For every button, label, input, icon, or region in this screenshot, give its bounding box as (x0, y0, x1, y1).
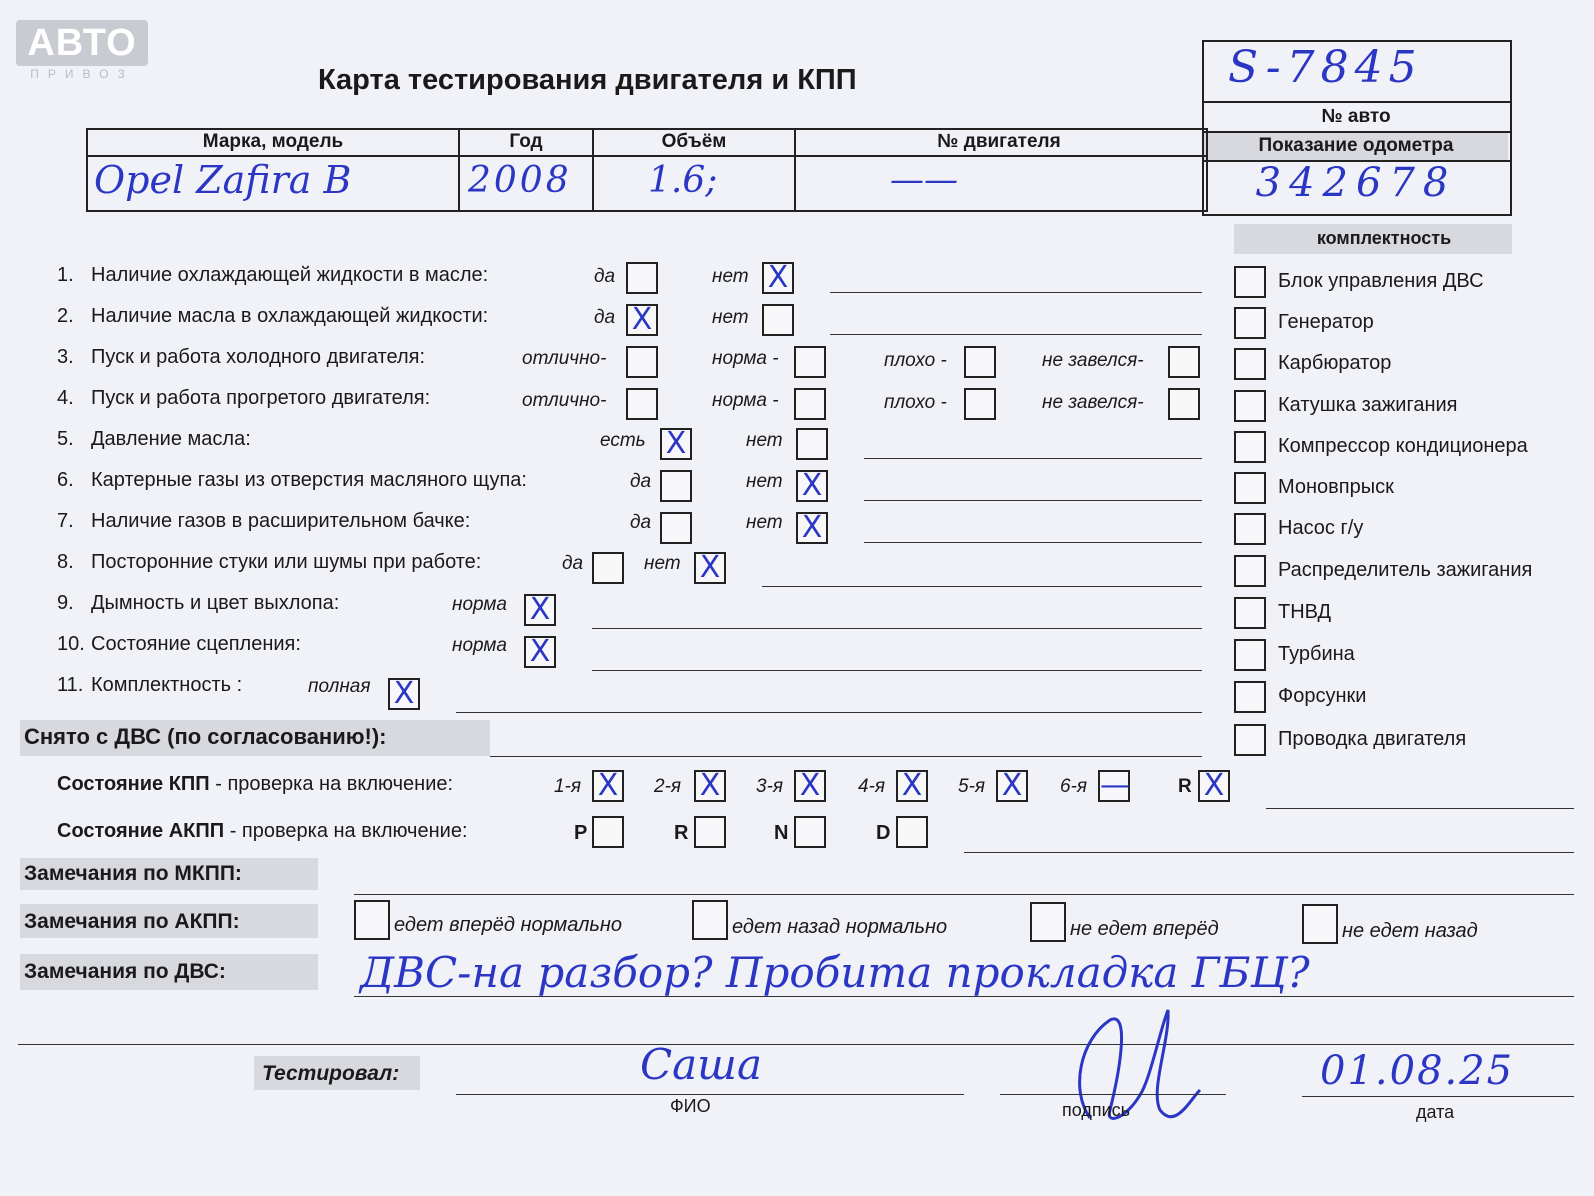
note-line (864, 458, 1202, 459)
completeness-item: Проводка двигателя (1278, 728, 1467, 750)
gear-checkbox[interactable] (996, 770, 1028, 802)
check-mark: X (597, 768, 619, 803)
checkbox-yes[interactable] (626, 262, 658, 294)
value-engine: —— (890, 160, 958, 200)
question-number: 2. (57, 305, 74, 327)
completeness-checkbox[interactable] (1234, 348, 1266, 380)
gear-label: 1-я (554, 776, 582, 797)
remarks-dvs-line (354, 996, 1574, 997)
option-label: плохо - (884, 350, 947, 371)
completeness-item: Генератор (1278, 311, 1374, 333)
gear-label: 5-я (958, 776, 986, 797)
removed-line (490, 756, 1202, 757)
note-line (864, 542, 1202, 543)
question-number: 4. (57, 387, 74, 409)
akpp-label (57, 820, 468, 843)
question-text: Наличие масла в охлаждающей жидкости: (91, 305, 489, 327)
option-label: норма - (712, 348, 779, 369)
remarks-mkpp-label: Замечания по МКПП: (24, 862, 242, 885)
option-label: да (594, 307, 616, 328)
gear-label: R (1178, 776, 1192, 797)
mode-label: D (876, 822, 891, 844)
completeness-checkbox[interactable] (1234, 472, 1266, 504)
auto-number-value: S-7845 (1228, 42, 1423, 93)
gear-checkbox[interactable] (1198, 770, 1230, 802)
header-model: Марка, модель (202, 131, 344, 152)
odometer-divider (1202, 131, 1510, 133)
kpp-label-bold: Состояние КПП (57, 773, 210, 795)
header-engine: № двигателя (937, 131, 1061, 152)
gear-checkbox[interactable] (694, 770, 726, 802)
checkbox-bad[interactable] (964, 388, 996, 420)
option-label: отлично- (522, 348, 607, 369)
check-mark: X (631, 302, 653, 337)
checkbox-yes[interactable] (660, 512, 692, 544)
completeness-item: Распределитель зажигания (1278, 559, 1533, 581)
question-number: 7. (57, 510, 74, 532)
completeness-checkbox[interactable] (1234, 639, 1266, 671)
check-mark: X (767, 260, 789, 295)
completeness-item: Карбюратор (1278, 352, 1392, 374)
option-label: да (630, 512, 652, 533)
remarks-dvs-text: ДВС-на разбор? Пробита прокладка ГБЦ? (360, 948, 1310, 997)
auto-number-divider (1202, 101, 1510, 103)
checkbox-normal[interactable] (794, 388, 826, 420)
note-line (830, 292, 1202, 293)
mode-checkbox[interactable] (896, 816, 928, 848)
tested-label: Тестировал: (262, 1062, 400, 1085)
checkbox-excellent[interactable] (626, 346, 658, 378)
checkbox-excellent[interactable] (626, 388, 658, 420)
akpp-option-label: не едет вперёд (1070, 918, 1219, 940)
completeness-checkbox[interactable] (1234, 681, 1266, 713)
option-label: да (562, 553, 584, 574)
check-mark: X (799, 768, 821, 803)
question-text: Наличие охлаждающей жидкости в масле: (91, 264, 489, 286)
question-text: Состояние сцепления: (91, 633, 301, 655)
checkbox-yes[interactable] (626, 304, 658, 336)
question-number: 3. (57, 346, 74, 368)
question-text: Комплектность : (91, 674, 243, 696)
check-mark: X (699, 550, 721, 585)
option-label: нет (746, 430, 783, 451)
completeness-item: Моновпрыск (1278, 476, 1394, 498)
option-label: нет (712, 266, 749, 287)
completeness-checkbox[interactable] (1234, 266, 1266, 298)
fio-label: ФИО (670, 1096, 711, 1116)
option-label: нет (644, 553, 681, 574)
completeness-title: комплектность (1316, 228, 1452, 248)
remarks-line-extra (18, 1044, 1574, 1045)
option-label: да (630, 471, 652, 492)
tester-name: Саша (640, 1040, 763, 1089)
checkbox-yes[interactable] (660, 470, 692, 502)
checkbox-yes[interactable] (592, 552, 624, 584)
vehicle-table-row-divider (86, 155, 1206, 157)
checkbox-no-start[interactable] (1168, 388, 1200, 420)
akpp-option-checkbox[interactable] (1302, 904, 1338, 944)
akpp-label-rest: - проверка на включение: (224, 820, 468, 842)
fio-line (456, 1094, 964, 1095)
option-label: норма - (712, 390, 779, 411)
check-mark: X (529, 634, 551, 669)
check-mark: X (801, 510, 823, 545)
mode-checkbox[interactable] (694, 816, 726, 848)
akpp-option-label: едет вперёд нормально (394, 914, 623, 936)
checkbox-absent[interactable] (796, 428, 828, 460)
question-number: 6. (57, 469, 74, 491)
completeness-checkbox[interactable] (1234, 724, 1266, 756)
question-text: Дымность и цвет выхлопа: (91, 592, 340, 614)
question-number: 10. (57, 633, 85, 655)
mode-checkbox[interactable] (592, 816, 624, 848)
mode-checkbox[interactable] (794, 816, 826, 848)
completeness-checkbox[interactable] (1234, 513, 1266, 545)
gear-checkbox[interactable] (794, 770, 826, 802)
value-year: 2008 (468, 160, 572, 201)
option-label: полная (308, 676, 371, 697)
checkbox-bad[interactable] (964, 346, 996, 378)
checkbox-no[interactable] (694, 552, 726, 584)
completeness-checkbox[interactable] (1234, 390, 1266, 422)
odometer-value: 342678 (1255, 160, 1457, 206)
question-text: Пуск и работа прогретого двигателя: (91, 387, 431, 409)
checkbox-present[interactable] (660, 428, 692, 460)
option-label: отлично- (522, 390, 607, 411)
kpp-label (57, 773, 453, 796)
note-line (830, 334, 1202, 335)
checkbox-no[interactable] (796, 470, 828, 502)
check-mark: X (393, 676, 415, 711)
check-mark: X (1001, 768, 1023, 803)
checkbox-full[interactable] (388, 678, 420, 710)
option-label: нет (746, 471, 783, 492)
option-label: не завелся- (1042, 392, 1144, 413)
check-mark: X (1203, 768, 1225, 803)
signature-line (1000, 1094, 1226, 1095)
gear-checkbox[interactable] (1098, 770, 1130, 802)
gear-label: 2-я (654, 776, 682, 797)
check-mark: X (901, 768, 923, 803)
logo: АВТО (16, 20, 148, 66)
gear-checkbox[interactable] (592, 770, 624, 802)
option-label: да (594, 266, 616, 287)
question-number: 8. (57, 551, 74, 573)
signature-label: подпись (1062, 1100, 1131, 1120)
gear-label: 6-я (1060, 776, 1088, 797)
option-label: норма (452, 594, 507, 615)
note-line (592, 628, 1202, 629)
value-model: Opel Zafira B (94, 158, 352, 202)
check-mark: X (801, 468, 823, 503)
checkbox-normal[interactable] (524, 636, 556, 668)
completeness-checkbox[interactable] (1234, 597, 1266, 629)
completeness-checkbox[interactable] (1234, 307, 1266, 339)
check-mark: X (699, 768, 721, 803)
question-text: Давление масла: (91, 428, 251, 450)
auto-number-label: № авто (1321, 106, 1391, 127)
removed-label: Снято с ДВС (по согласованию!): (24, 724, 387, 749)
logo-subtitle: ПРИВОЗ (30, 67, 134, 81)
completeness-checkbox[interactable] (1234, 431, 1266, 463)
checkbox-no[interactable] (762, 304, 794, 336)
remarks-mkpp-line (354, 894, 1574, 895)
question-text: Наличие газов в расширительном бачке: (91, 510, 471, 532)
checkbox-no-start[interactable] (1168, 346, 1200, 378)
note-line (864, 500, 1202, 501)
completeness-item: Насос г/у (1278, 517, 1364, 539)
akpp-option-label: едет назад нормально (732, 916, 948, 938)
question-text: Посторонние стуки или шумы при работе: (91, 551, 482, 573)
note-line (592, 670, 1202, 671)
odometer-label: Показание одометра (1258, 135, 1454, 156)
checkbox-normal[interactable] (794, 346, 826, 378)
dash-mark: — (1100, 768, 1130, 803)
mode-label: R (674, 822, 689, 844)
kpp-label-rest: - проверка на включение: (209, 773, 454, 795)
completeness-item: Блок управления ДВС (1278, 270, 1484, 292)
gear-checkbox[interactable] (896, 770, 928, 802)
kpp-line (1266, 808, 1574, 809)
akpp-option-checkbox[interactable] (1030, 902, 1066, 942)
question-number: 11. (57, 674, 84, 696)
akpp-option-checkbox[interactable] (354, 900, 390, 940)
option-label: не завелся- (1042, 350, 1144, 371)
completeness-item: Форсунки (1278, 685, 1367, 707)
completeness-checkbox[interactable] (1234, 555, 1266, 587)
question-number: 1. (57, 264, 74, 286)
date-line (1302, 1096, 1574, 1097)
checkbox-normal[interactable] (524, 594, 556, 626)
question-text: Пуск и работа холодного двигателя: (91, 346, 426, 368)
date-value: 01.08.25 (1320, 1048, 1515, 1094)
akpp-option-checkbox[interactable] (692, 900, 728, 940)
check-mark: X (665, 426, 687, 461)
question-number: 5. (57, 428, 74, 450)
akpp-option-label: не едет назад (1342, 920, 1478, 942)
option-label: нет (746, 512, 783, 533)
header-volume: Объём (661, 131, 727, 152)
question-number: 9. (57, 592, 74, 614)
option-label: норма (452, 635, 507, 656)
question-text: Картерные газы из отверстия масляного щупа: (91, 469, 527, 491)
checkbox-no[interactable] (796, 512, 828, 544)
check-mark: X (529, 592, 551, 627)
remarks-akpp-label: Замечания по АКПП: (24, 910, 240, 933)
completeness-item: Катушка зажигания (1278, 394, 1458, 416)
gear-label: 4-я (858, 776, 886, 797)
completeness-item: ТНВД (1278, 601, 1332, 623)
note-line (762, 586, 1202, 587)
value-volume: 1.6; (648, 160, 718, 201)
date-label: дата (1416, 1102, 1455, 1122)
option-label: нет (712, 307, 749, 328)
option-label: есть (600, 430, 646, 451)
mode-label: N (774, 822, 789, 844)
checkbox-no[interactable] (762, 262, 794, 294)
mode-label: P (574, 822, 588, 844)
gear-label: 3-я (756, 776, 784, 797)
note-line (456, 712, 1202, 713)
completeness-item: Компрессор кондиционера (1278, 435, 1528, 457)
page-title: Карта тестирования двигателя и КПП (318, 64, 857, 96)
akpp-line (964, 852, 1574, 853)
option-label: плохо - (884, 392, 947, 413)
completeness-item: Турбина (1278, 643, 1355, 665)
header-year: Год (509, 131, 543, 152)
akpp-label-bold: Состояние АКПП (57, 820, 225, 842)
remarks-dvs-label: Замечания по ДВС: (24, 960, 226, 983)
